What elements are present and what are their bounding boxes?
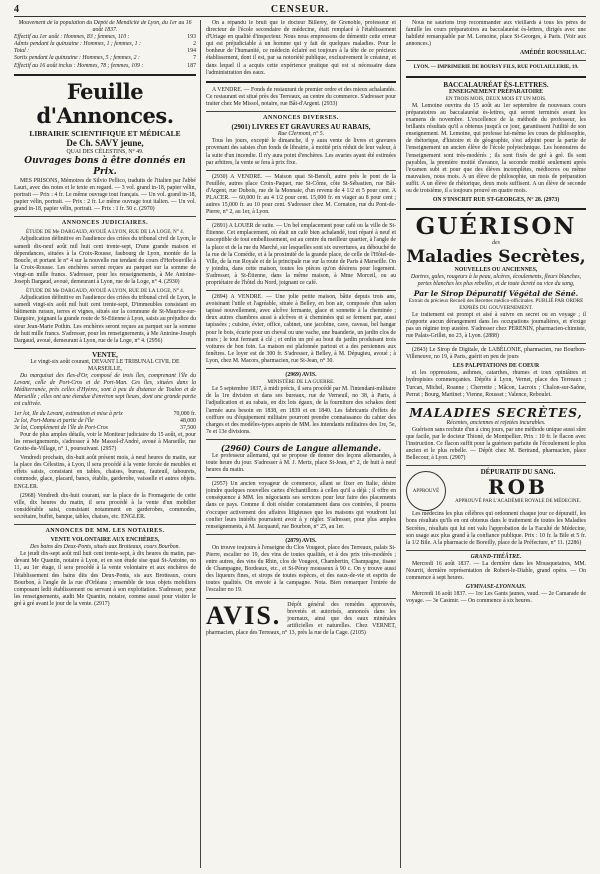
column-3 xyxy=(406,20,586,868)
palpitations-text: et les oppressions, asthmes, catarrhes, rhumes et toux opiniâtres et hydropisies commençantes. Dépôts à Lyon, Vernet, place des Terreaux ; Turcan, Michel, Roanne ; Cherrette ; Mâcon, Lacroix ; Chalon-sur-Saône, Perrat ; Bourg, Martinet ; Vienne, Rousset ; Valence, Reboulet. xyxy=(406,370,586,398)
restaurant-notice: A VENDRE. — Fonds de restaurant de premier ordre et des mieux achalandés. Ce restaurant est situé près des Terreaux, au centre du commerce. S'adresser pour traiter chez Me Missol, notaire, rue Bât-d'Argent. (2933) xyxy=(206,86,396,107)
column-2 xyxy=(206,20,396,868)
divider xyxy=(406,550,586,551)
recentes: Récentes, anciennes et rejetées incurables. xyxy=(446,419,546,426)
stat-row: Sortis pendant la quinzaine : Hommes, 5 ; femmes, 2 : 7 xyxy=(14,55,196,62)
livres-title: (2901) LIVRES ET GRAVURES AU RABAIS, xyxy=(231,123,371,132)
avis-text: Le 5 septembre 1837, à midi précis, il sera procédé par M. l'intendant-militaire de la 1re division et dans ses bureaux, rue de Verneuil, no 38, à Paris, à l'adjudication et au rabais, en dix lots égaux, de la fourniture des schakos dont l'armée aura besoin en 1838, en 1839 et en 1840. Les fabricants d'effets de coiffure ou d'équipement militaire pourront prendre connaissance du cahier des charges et des modèles-types auprès de MM. les intendants militaires des 1re, 5e, 7e et 13e divisions. xyxy=(206,386,396,435)
page-number: 4 xyxy=(14,4,19,15)
guerison-heading: GUÉRISON xyxy=(415,213,577,241)
avis-sub: MINISTÈRE DE LA GUERRE. xyxy=(267,379,335,386)
avis-big-block xyxy=(206,602,396,637)
lemoine-recommendation: Nous ne saurions trop recommander aux vieillards à tous les pères de famille les cours préparatoires au baccalauréat ès-lettres, dirigés avec une habileté remarquable par M. Lemoine, place St-Georges, à Paris. (Voir aux annonces.) xyxy=(406,20,586,48)
sirop-sub: Extrait du précieux Recueil des Recettes médico-officinales. PUBLIÉ PAR ORDRE EXPRÈS DU GOUVERNEMENT. xyxy=(408,297,584,311)
stat-row: Effectif au 16 août inclus : Hommes, 78 ; femmes, 109 : 187 xyxy=(14,62,196,69)
rob-block xyxy=(406,469,586,546)
column-1 xyxy=(14,20,196,868)
divider xyxy=(206,219,396,220)
divider xyxy=(206,534,396,535)
divider xyxy=(206,368,396,369)
divider xyxy=(14,348,196,349)
louer-notice: (2891) A LOUER de suite. — Un bel emplacement pour café ou la ville de St-Étienne. Cet emplacement, où était un café bien achalandé, tout réparé à neuf et susceptible de tout embellissement, est au centre du meilleur quartier, à l'angle de la place et de la rue du Marché, sur lesquelles sont six ouvertures, au débouché de la rue de la Comédie, et à la proximité de la grande place, de celle de l'Hôtel-de-Ville, de la rue Royale et de la principale rue sur la route de Paris à Marseille. On y joindra, dans cette maison, toutes les pièces qu'on désirera pour logement. S'adresser, à St-Étienne, dans la même maison, à Mme Morceil, ou au propriétaire de l'hôtel du Nord, joignant ce café. xyxy=(206,223,396,286)
maladies2-heading: MALADIES SECRÈTES, xyxy=(409,405,583,420)
divider xyxy=(206,81,396,83)
sirop-text: Le traitement est prompt et aisé à suivre en secret ou en voyage ; il n'apporte aucun dérangement dans les occupations journalières, et n'exige pas un régime trop austère. S'adresser chez PERENIN, pharmacien-chimiste, rue Palais-Grillet, no 23, à Lyon. (2888) xyxy=(406,311,586,339)
diverses-title: ANNONCES DIVERSES. xyxy=(263,115,339,122)
librairie-name: De Ch. SAVY jeune, xyxy=(66,137,144,148)
theatre-text: Mercredi 16 août 1837. — La dernière dans les Mousquetaires, MM. Nourrit, dernière représentation de Robert-le-Diable, grand opéra. — On commence à sept heures. xyxy=(406,560,586,582)
avis-big-text: Dépôt général des remèdes approuvés, brevetés et autorisés, annoncés dans les journaux, ainsi que des eaux minérales artificielles et naturelles. Chez VERNET, pharmacien, place des Terreaux, n° 13, près la rue de la Cage. (2105) xyxy=(206,601,396,636)
billerey-notice: On a répandu le bruit que le docteur Billerey, de Grenoble, professeur et directeur de l'école secondaire de médecine, était remplacé à l'établissement d'Uriage en qualité d'inspecteur. Nous nous empressons de démentir cette erreur qui est préjudiciable à un homme qui y fait de quelques maladies. Pour le bonheur de l'humanité, ce médecin éclairé est toujours à la tête de ce précieux établissement, dont il est, par sa notoriété publique, exclusivement le créateur, et dans lequel il a acquis cette expérience pratique qui est si nécessaire dans l'administration des eaux. xyxy=(206,20,396,76)
notaires-sub2: Des bains des Deux-Ponts, situés aux Brotteaux, cours Bourbon. xyxy=(30,544,180,551)
lot-row: 1er lot, Ile du Levant, estimation et mise à prix 70,000 fr. xyxy=(14,410,196,417)
rob-sub: APPROUVÉ PAR L'ACADÉMIE ROYALE DE MÉDECINE. xyxy=(455,499,581,505)
avis-big-title: AVIS. xyxy=(206,600,282,630)
divider xyxy=(406,60,586,61)
belley-notice: (2894) A VENDRE. — Une jolie petite maison, bâtie depuis trois ans, avoisinant l'utile et l'agréable, située à Belley, en bon air, composée d'un salon tapissé nouvellement, avec alcôve fermante, glace et sonnette à la cheminée ; deux autres chambres aussi à alcôves et à cheminées qui se ferment par, aussi tapissées ; cuisine, évier, office, cabinet, une jacobine, cave, caveau, bel hangar pour le bois, écurie pour un cheval ou une vache, une buanderie, un jardin clos de murs ; le tout fermant à clé ; et enfin un pré au bout du jardin produisant trois voitures de bon foin. La maison est plafonnée partout et a des persiennes aux fenêtres. Le loyer est de 300 fr. S'adresser, à Belley, à M. Dépugieu, avoué ; à Lyon, chez M. Macors, pharmacien, rue St-Jean, n° 30. xyxy=(206,294,396,364)
lot-row: 2e lot, Port-Manu et partie de l'île 48,000 xyxy=(14,417,196,424)
divider xyxy=(206,290,396,291)
ouvrages-heading: Ouvrages bons à être donnés en Prix. xyxy=(24,155,186,177)
divider xyxy=(206,170,396,171)
nouvelles: NOUVELLES OU ANCIENNES, xyxy=(454,267,538,274)
gymnase-text: Mercredi 16 août 1837. — 1re Les Gants jaunes, vaud. — 2e Camarade de voyage. — 3e Casimir. — On commence à six heures. xyxy=(406,591,586,605)
divider xyxy=(406,402,586,403)
column-divider xyxy=(400,20,401,868)
bac-sub: ENSEIGNEMENT PRÉPARATOIRE xyxy=(448,88,544,95)
avis2-text: On trouve toujours à l'enseigne du Clos Vougeot, place des Terreaux, palais St-Pierre, escalier no 19, des vins de toutes qualités, et à des prix très-modérés ; entre autres, des vins du Rhin, clos de Vougeot, Chambertin, Champagne, tisane de Champagne, Bordeaux, etc., et St-Péray mousseux à 90 c. On y trouve aussi des liqueurs fines, et sirops de toutes espèces, et des eaux-de-vie et esprits de toutes qualités. On envoie à la campagne. Nota. Bien remarquer l'entrée de l'escalier no 19. xyxy=(206,544,396,594)
divider xyxy=(14,216,196,217)
sirop-heading: Par le Sirop Dépuratif Végétal de Séné. xyxy=(413,288,579,298)
etude-text: Adjudication définitive en l'audience des criées du tribunal civil de Lyon, le samedi dix-neuf août mil huit cent trente-sept, D'une grande maison et dépendances, situées à la Croix-Rousse, faubourg de Lyon, montée de la Boucle, et portant le n° 4 sur la nouvelle rue tendant du cours d'Herbouville à la Croix-Rousse. Les enchères seront reçues au parquet sur la somme de vingt-un mille francs. S'adresser, pour les renseignements, à Me Antoine-Joseph Dargaud, avoué, demeurant à Lyon, rue de la Loge, n° 4. (2930) xyxy=(14,236,196,285)
rob-text: Les médecins les plus célèbres qui ordonnent chaque jour ce dépuratif, les bons résultats qu'ils en ont obtenus dans le traitement de toutes les Maladies Secrètes, résultats qui lui ont valu l'approbation de la Faculté de Médecine, son usage aux plus grand à la confiance publique. Prix : 10 fr. la Bile et 5 fr. la 1/2 Bile. A la pharmacie de Boreilly, place de la Préfecture, n° 11. (2286) xyxy=(406,511,586,546)
divider xyxy=(406,208,586,210)
bac-sub2: EN TROIS MOIS, DEUX MOIS ET UN MOIS. xyxy=(445,95,547,102)
avis-title: (2969) AVIS. xyxy=(285,372,317,379)
livres-sub: Rue Clermont, n° 5. xyxy=(277,131,325,138)
maladies-heading: Maladies Secrètes, xyxy=(406,247,586,268)
stat-row: Admis pendant la quinzaine : Hommes, 1 ; femmes, 1 : 2 xyxy=(14,41,196,48)
avis2-title: (2879) AVIS. xyxy=(285,537,317,544)
palpitations-heading: LES PALPITATIONS DE COEUR xyxy=(452,363,540,370)
guerison-des: des xyxy=(492,240,500,247)
etude-text: Adjudication définitive en l'audience des criées du tribunal civil de Lyon, le samedi vingt-six août mil huit cent trente-sept, D'immeubles consistant en bâtiments ruraux, terres et vignes, situés sur la commune de St-Maurice-sur-Dargoire, joignant la grande route de St-Etienne à Lyon, saisis au préjudice du sieur Jean-Marie Pothin. Les enchères seront reçues au parquet sur la somme de huit mille francs. S'adresser, pour les renseignements, à Me Antoine-Joseph Dargaud, avoué, demeurant à Lyon, rue de la Loge, n° 4. (2956) xyxy=(14,295,196,344)
maladies2-text: Guérison sans rechute d'un à cinq jours, par une méthode unique aussi sûre que facile, par le docteur Thioné, de Montpellier. Prix : 10 fr. le flacon avec l'instruction. Ce flacon suffit pour la guérison parfaite de l'écoulement le plus ancien et le plus rebelle. — Dépôt chez M. Bertrand, pharmacien, place Bellecour, à Lyon. (2907) xyxy=(406,426,586,462)
cours-text: Le professeur allemand, qui se propose de donner des leçons allemandes, à toute heure du jour. S'adresser à M. J. Mertz, place St-Jean, n° 2, de huit à neuf heures du matin. xyxy=(206,452,396,474)
depuratif-heading: DÉPURATIF DU SANG. xyxy=(480,468,556,477)
lot-row: 3e lot, Complément de l'île de Port-Cros 37,500 xyxy=(14,424,196,431)
divider xyxy=(14,524,196,525)
divider xyxy=(406,343,586,344)
digitale-text: (2843) Le Sirop de Digitale, de LABÉLONIE, pharmacien, rue Bourbon-Villeneuve, no 19, à Paris, guérit en peu de jours xyxy=(406,347,586,361)
vente-sub: Le vingt-six août courant, DEVANT LE TRIBUNAL CIVIL DE MARSEILLE, xyxy=(30,358,180,372)
notaires-title: ANNONCES DE MM. LES NOTAIRES. xyxy=(45,527,165,534)
vendredi-notice: (2968) Vendredi dix-huit courant, sur la place de la Fromagerie de cette ville, dix heures du matin, il sera procédé à la vente d'un mobilier considérable saisi, consistant notamment en garderobes, commodes, secrétaire, buffet, banque, tables, chaises, etc. ENGLER. xyxy=(14,492,196,520)
divider xyxy=(14,74,196,76)
seal-icon: APPROUVÉ xyxy=(406,471,446,511)
gymnase-heading: GYMNASE-LYONNAIS. xyxy=(465,584,527,591)
bac-title: BACCALAURÉAT ÈS-LETTRES. xyxy=(443,80,549,89)
divider xyxy=(206,111,396,112)
stat-row: Total : 194 xyxy=(14,48,196,55)
paper-title: CENSEUR. xyxy=(270,4,330,15)
librairie-address: QUAI DES CÉLESTINS, N° 49. xyxy=(66,148,144,155)
theatre-heading: GRAND-THÉÂTRE. xyxy=(470,553,522,560)
notaires-text: Le jeudi dix-sept août mil huit cent trente-sept, à dix heures du matin, par-devant Me Quantin, notaire à Lyon, et en son étude sise quai St-Antoine, no 11, au 1er étage, il sera procédé à la vente volontaire et aux enchères de l'établissement des bains dits des Deux-Ponts, sis aux Brotteaux, cours Bourbon, à l'angle de la rue d'Orléans ; ensemble de tous objets mobiliers composant ledit établissement ou servant à son exploitation. S'adresser, pour les renseignements, audit Me Quantin, notaire, comme aussi pour visiter le gré à gré avant le jour de la vente. (2917) xyxy=(14,551,196,607)
vente-text: Du marquisat des Iles-d'Or, composé de trois îles, comprenant l'île du Levant, celle de Port-Cros et de Port-Man. Ces îles, situées dans la Méditerranée, près celles d'Hyères, sont à peu de distance de Toulon et de Marseille ; elles ont une étendue d'environ sept lieues, dont une grande partie est cultivée. xyxy=(14,373,196,408)
vendredi-notice: Vendredi prochain, dix-huit août présent mois, à neuf heures du matin, sur la place des Célestins, à Lyon, il sera procédé à la vente forcée de meubles et effets saisis, consistant en tables, chaises, bureau, fauteuil, tabourets, commode, glace, placard, bancs, établis, garderobe, vaisselle et autres objets. ENGLER. xyxy=(14,455,196,490)
notaires-sub: VENTE VOLONTAIRE AUX ENCHÈRES, xyxy=(50,537,160,544)
imprimerie: LYON. — IMPRIMERIE DE BOURSY FILS, RUE POULAILLERIE, 19. xyxy=(413,64,579,71)
masthead xyxy=(14,4,586,17)
dartres-text: Dartres, gales, rougeurs à la peau, ulcères, écoulements, fleurs blanches, pertes blanches les plus rebelles, et de toute âcreté ou vice du sang, xyxy=(410,274,582,288)
livres-text: Tous les jours, excepté le dimanche, il y aura vente de livres et gravures provenant des saisies d'un fonds de librairie, à moitié prix réduit de leur valeur, à la suite d'un incendie. Il n'y aura point d'enchères. Les avaries ayant été estimées par arbitres, la vente se fera à prix fixe. xyxy=(206,138,396,166)
stat-row: Effectif au 1er août : Hommes, 83 ; femmes, 110 : 193 xyxy=(14,34,196,41)
divider xyxy=(206,477,396,478)
mendicite-title: Mouvement de la population du Dépôt de Mendicité de Lyon, du 1er au 16 août 1837. xyxy=(18,20,192,34)
vente-text-2: Pour de plus amples détails, voir le Moniteur judiciaire du 15 août, et, pour les renseignements, s'adresser à Me Massol-d'André, avoué à Marseille, rue Grotte-du-Village, n° 1, poursuivant. (2957) xyxy=(14,431,196,453)
librairie-heading: LIBRAIRIE SCIENTIFIQUE ET MÉDICALE xyxy=(29,128,181,138)
rob-heading: ROB xyxy=(488,475,548,500)
signature: AMÉDÉE ROUSSILLAC. xyxy=(519,50,586,57)
cours-title: (2960) Cours de Langue allemande. xyxy=(220,442,382,453)
maison-notice: (2930) A VENDRE. — Maison quai St-Benoît, autre près le pont de la Feuillée, autres place Croix-Paquet, rue St-Côme, côte St-Sébastien, rue Bât-d'Argent, rue Dubois, rue de la Monnaie, d'un revenu de 4 1/2 et 5 pour cent. A PLACER. — 60,000 fr. au 4 1/2 pour cent. 15,000 fr. en viager au 8 pour cent ; autres 15,000 fr. au 10 pour cent. S'adresser chez M. Cornaton, rue du Pont-de-Pierre, n° 2, au 1er, à Lyon. xyxy=(206,173,396,216)
feuille-annonces-title: Feuille d'Annonces. xyxy=(36,78,174,128)
ouvrages-text: MES PRISONS, Mémoires de Silvio Pellico, traduits de l'italien par l'abbé Lauri, avec des notes et le texte en regard. — 3 vol. grand in-18, papier vélin, portrait — Prix : 4 fr. Le même ouvrage tout français. — Un vol. grand in-18, papier vélin, portrait. — Prix : 2 fr. Le même ouvrage tout italien. — Un vol. grand in-18, papier vélin, portrait. — Prix : 1 fr. 50 c. (2970) xyxy=(14,177,196,213)
etude-heading: ÉTUDE DE Me DARGAUD, AVOUÉ A LYON, RUE DE LA LOGE, N° 4. xyxy=(26,229,184,236)
judiciaires-title: ANNONCES JUDICIAIRES. xyxy=(61,220,149,227)
divider xyxy=(406,465,586,466)
vente-title: VENTE, xyxy=(92,350,118,359)
divider xyxy=(406,76,586,78)
etude-heading: ÉTUDE DE Me DARGAUD, AVOUÉ A LYON, RUE DE LA LOGE, N° 4. xyxy=(26,288,184,295)
voyageur-notice: (2957) Un ancien voyageur de commerce, allant se fixer en Italie, désire joindre quelques nouvelles cartes d'échantillons à celles qu'il a déjà ; il offre en conséquence à MM. les négociants ses services pour leur faire des placements dans ce pays. Comme il doit résider constamment dans ces contrées, il pourra s'occuper activement des affaires litigieuses que les maisons qui voudront lui confier leurs intérêts pourraient avoir à y régler. S'adresser, pour plus amples renseignements, à M. Jacquand, rue Bourbon, n° 25, au 1er. xyxy=(206,481,396,530)
bac-footer: ON S'INSCRIT RUE ST-GEORGES, N° 28. (2973) xyxy=(432,197,560,204)
divider xyxy=(206,439,396,440)
divider xyxy=(206,598,396,599)
column-divider xyxy=(200,20,201,868)
bac-text: M. Lemoine ouvrira du 15 août au 1er septembre de nouveaux cours préparatoires au baccalauréat ès-lettres, qui seront terminés avant les examens de novembre. L'excellence de la méthode du professeur, les brillants résultats qu'il a obtenus jusqu'à ce jour, garantissent l'utilité de son enseignement. M. Lemoine, qui professe lui-même les cours de philosophie, de rhétorique, d'histoire et de géographie, s'est adjoint pour la partie de l'enseignement un ancien élève de l'école polytechnique. Les honoraires de l'enseignement sont très-modérés ; ils sont fixés de gré à gré. Ils sont payables, la première moitié d'avance, la seconde moitié seulement après l'examen subi et pour que des élèves incomplètes, médiocres ou même mauvaises, nous mois. A un élève de philosophie, un mois de préparation suffit. A un élève de rhétorique, deux mois suffisent. A un élève de seconde ou de troisième, il a toujours prouvé en quatre mois. xyxy=(406,102,586,194)
